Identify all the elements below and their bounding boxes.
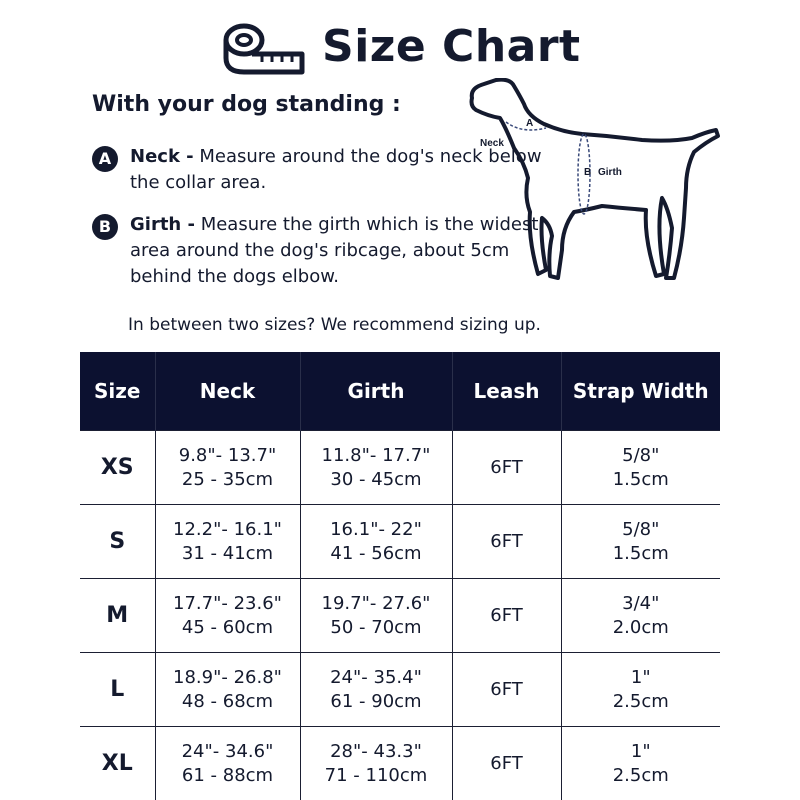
strap-cm: 1.5cm bbox=[612, 468, 669, 490]
neck-inches: 9.8"- 13.7" bbox=[178, 444, 277, 466]
table-row bbox=[80, 727, 720, 800]
diagram-label-neck: Neck bbox=[480, 138, 504, 149]
strap-inches: 1" bbox=[630, 666, 651, 688]
strap-inches: 5/8" bbox=[622, 518, 660, 540]
strap-cell bbox=[561, 579, 720, 653]
page-title: Size Chart bbox=[322, 21, 581, 72]
diagram-label-b: B bbox=[584, 167, 592, 178]
strap-cell bbox=[561, 505, 720, 579]
neck-cell bbox=[155, 505, 300, 579]
strap-cm: 2.0cm bbox=[612, 616, 669, 638]
size-cell: XS bbox=[80, 431, 155, 505]
neck-inches: 24"- 34.6" bbox=[181, 740, 274, 762]
neck-cell bbox=[155, 653, 300, 727]
girth-cell bbox=[300, 431, 452, 505]
size-cell: L bbox=[80, 653, 155, 727]
strap-cell bbox=[561, 431, 720, 505]
diagram-label-girth: Girth bbox=[598, 167, 622, 178]
girth-inches: 16.1"- 22" bbox=[330, 518, 422, 540]
girth-cm: 41 - 56cm bbox=[330, 542, 422, 564]
neck-cm: 31 - 41cm bbox=[181, 542, 274, 564]
header-girth: Girth bbox=[300, 352, 452, 431]
girth-cell bbox=[300, 727, 452, 800]
diagram-label-a: A bbox=[526, 118, 534, 129]
strap-cell bbox=[561, 727, 720, 800]
girth-cell bbox=[300, 579, 452, 653]
strap-cm: 1.5cm bbox=[612, 542, 669, 564]
header bbox=[0, 14, 800, 80]
instructions-heading: With your dog standing : bbox=[92, 92, 401, 117]
dog-outline-icon bbox=[472, 80, 719, 278]
leash-cell: 6FT bbox=[452, 431, 561, 505]
strap-cell bbox=[561, 653, 720, 727]
strap-cm: 2.5cm bbox=[612, 764, 669, 786]
neck-cm: 48 - 68cm bbox=[181, 690, 274, 712]
girth-cell bbox=[300, 653, 452, 727]
header-leash: Leash bbox=[452, 352, 561, 431]
neck-cell bbox=[155, 579, 300, 653]
size-table bbox=[80, 352, 720, 800]
sizing-recommendation: In between two sizes? We recommend sizing up. bbox=[128, 315, 541, 335]
girth-cm: 50 - 70cm bbox=[330, 616, 422, 638]
neck-inches: 12.2"- 16.1" bbox=[173, 518, 282, 540]
girth-inches: 19.7"- 27.6" bbox=[321, 592, 431, 614]
header-neck: Neck bbox=[155, 352, 300, 431]
leash-cell: 6FT bbox=[452, 579, 561, 653]
size-cell: M bbox=[80, 579, 155, 653]
girth-inches: 28"- 43.3" bbox=[330, 740, 422, 762]
size-cell: S bbox=[80, 505, 155, 579]
strap-cm: 2.5cm bbox=[612, 690, 669, 712]
girth-inches: 24"- 35.4" bbox=[330, 666, 422, 688]
instruction-girth-label: Girth - bbox=[130, 214, 195, 235]
neck-inches: 17.7"- 23.6" bbox=[173, 592, 282, 614]
neck-inches: 18.9"- 26.8" bbox=[173, 666, 282, 688]
leash-cell: 6FT bbox=[452, 727, 561, 800]
strap-inches: 5/8" bbox=[622, 444, 660, 466]
girth-cell bbox=[300, 505, 452, 579]
header-size: Size bbox=[80, 352, 155, 431]
neck-cell bbox=[155, 431, 300, 505]
header-strap-width: Strap Width bbox=[561, 352, 720, 431]
table-header-row bbox=[80, 352, 720, 431]
neck-cm: 61 - 88cm bbox=[181, 764, 274, 786]
dog-diagram bbox=[462, 78, 724, 290]
neck-cm: 25 - 35cm bbox=[181, 468, 274, 490]
table-row bbox=[80, 431, 720, 505]
table-row bbox=[80, 505, 720, 579]
strap-inches: 3/4" bbox=[622, 592, 660, 614]
instruction-neck-body: Measure around the dog's neck below the collar area. bbox=[130, 146, 542, 193]
size-cell: XL bbox=[80, 727, 155, 800]
instruction-neck-label: Neck - bbox=[130, 146, 194, 167]
strap-inches: 1" bbox=[630, 740, 651, 762]
leash-cell: 6FT bbox=[452, 505, 561, 579]
badge-a: A bbox=[92, 146, 118, 172]
measuring-tape-icon bbox=[222, 18, 306, 78]
table-row bbox=[80, 653, 720, 727]
table-row bbox=[80, 579, 720, 653]
girth-inches: 11.8"- 17.7" bbox=[321, 444, 431, 466]
badge-b: B bbox=[92, 214, 118, 240]
girth-cm: 71 - 110cm bbox=[324, 764, 428, 786]
neck-cm: 45 - 60cm bbox=[181, 616, 274, 638]
girth-cm: 61 - 90cm bbox=[330, 690, 422, 712]
girth-cm: 30 - 45cm bbox=[330, 468, 422, 490]
instruction-girth-body: Measure the girth which is the widest area around the dog's ribcage, about 5cm behind the dogs elbow. bbox=[130, 214, 539, 287]
leash-cell: 6FT bbox=[452, 653, 561, 727]
neck-cell bbox=[155, 727, 300, 800]
